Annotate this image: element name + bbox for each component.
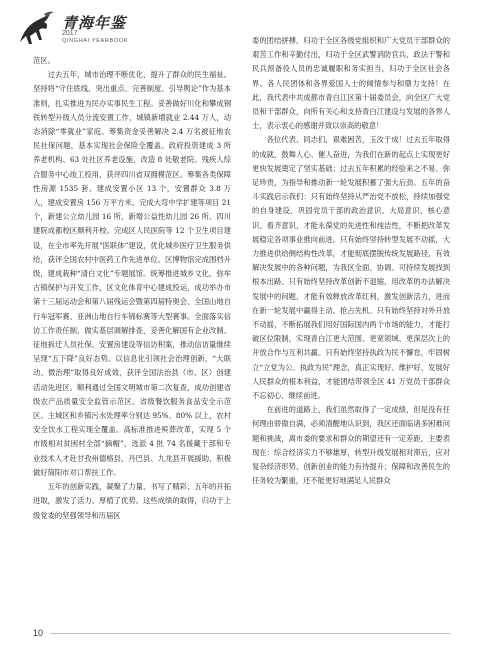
horse-logo-icon (14, 8, 58, 52)
yearbook-title: 青海年鉴 (62, 14, 127, 32)
paragraph: 五年的创新实践，凝聚了力量、书写了精彩；五年的开拓进取，激发了活力、厚植了优势。这些成绩的取得，归功于上级党委的坚强领导和历届区 (33, 482, 231, 520)
paragraph: 各位代表、同志们，艰难困苦，玉汝于成！过去五年取得的成就，鼓舞人心、催人奋进，为我们在新的起点上实现更好更快发展奠定了坚实基础；过去五年积累的经验来之不易、弥足珍贵，为指导和推动新一轮发展积蓄了强大后劲。五年的奋斗实践启示我们：只有始终坚持从严治党不放松，持续加强党的自身建设，巩固党员干部的政治意识、大局意识、核心意识、看齐意识，才能永葆党的先进性和纯洁性，不断把改革发展稳定各项事业推向前进。只有始终坚持转型发展不动摇，大力推进供给侧结构性改革，才能彻底摆脱传统发展路径，有效解决发展中的各种问题，为我区全面、协调、可持续发展找到根本出路。只有始终坚持改革创新不退缩，用改革的办法解决发展中的问题，才能有效释放改革红利，激发创新活力，进而在新一轮发展中赢得主动、抢占先机。只有始终坚持对外开放不动摇，不断拓展我们用好国际国内两个市场的能力，才能打破区位限制，实现青白江更大范围、更宽领域、更深层次上的开放合作与互利共赢。只有始终坚持执政为民不懈怠，牢固树立“立党为公、执政为民”理念，真正实现好、维护好、发展好人民群众的根本利益，才能团结带领全区 41 万党员干部群众不忘初心、继续前进。 (252, 135, 450, 401)
yearbook-subtitle: QINGHAI YEARBOOK (62, 38, 129, 44)
paragraph: 在前进的道路上，我们虽然取得了一定成绩，但是没有任何理由骄傲自满，必须清醒地认识到，我区还面临诸多困难问题和挑战，离市委的要求和群众的期望还有一定差距，主要表现在：综合经济实力不够雄厚，转型升级发展相对滞后，应对复杂经济形势、创新创业的能力有待提升；保障和改善民生的任务较为繁重，还不能更好地满足人民群众 (252, 405, 450, 486)
yearbook-year: 2017 (62, 30, 78, 37)
right-text-column (252, 34, 450, 489)
footer-divider (50, 633, 450, 634)
paragraph: 过去五年，城市治理不断优化，提升了群众的民生福祉。坚持将“守住底线、突出重点、完善制度、引导舆论”作为基本准则，扎实推进为民办实事民生工程。妥善做好川化和攀成钢铁转型升级人员分流安置工作，城镇新增就业 2.44 万人，动态消除“零就业”家庭。筹集资金妥善解决 2.4 万名被征地农民社保问题，基本实现社会保险全覆盖。政府投资建成 3 所养老机构、63 处社区养老设施，改造 8 处敬老院。残疾人综合服务中心竣工投用，获评四川省双拥模范区。筹集各类保障性房源 1535 套。建成安置小区 13 个，安置群众 3.8 万人，建成安置房 156 万平方米。完成大弯中学扩建等项目 21 个，新建公立幼儿园 16 所，新增公益性幼儿园 26 所。四川建院成都校区顺利开校。完成区人民医院等 12 个卫生项目建设，在全市率先开展“医联体”建设，优化城乡医疗卫生服务供给，获评全国农村中医药工作先进单位。区博物馆完成围档升级，建成栽种“清白文化”专题展馆。统筹推进城乡文化，弥牟古镇保护与开发工作，区文化体育中心建成投运，成功举办市第十三届运动会和第八届残运会暨第四届特奥会、全国山地自行车冠军赛、亚洲山地自行车锦标赛等大型赛事。全面落实信访工作责任制，做实基层调解排查，妥善化解国有企业改制、征地拆迁人员社保、安置房建设等信访积案，推动信访量继续呈现“五下降”良好态势。以信息化引领社会治理创新，“大联动、微治理”取得良好成效，获评全国法治县（市、区）创建活动先进区。顺利通过全国文明城市第二次复查，成功创建省级农产品质量安全监管示范区、省级餐饮服务食品安全示范区。主城区和乡镇污水处理率分别达 95%、80% 以上，农村安全饮水工程实现全覆盖。高标准推进殡葬改革，实现 5 个市级相对贫困村全部“摘帽”，选派 4 批 74 名援藏干部和专业技术人才赴甘孜州德格县、丹巴县、九龙县开展援助，积极做好简阳市对口帮扶工作。 (33, 70, 231, 477)
yearbook-header (14, 8, 214, 52)
paragraph: 范区。 (33, 56, 55, 65)
page-number: 10 (33, 628, 44, 638)
left-text-column (33, 54, 231, 523)
paragraph: 委的团结拼搏，归功于全区各级党组织和广大党员干部群众的艰苦工作和辛勤付出，归功于全区武警消防官兵、政法干警和民兵预备役人员的忠诚履职和务实担当，归功于全区社会各界、各人民团体和各界爱国人士的倾情参与和鼎力支持！在此，我代表中共成都市青白江区第十届委员会，向全区广大党员和干部群众，向所有关心和支持青白江建设与发展的各界人士，表示衷心的感谢并致以崇高的敬意！ (252, 36, 450, 131)
